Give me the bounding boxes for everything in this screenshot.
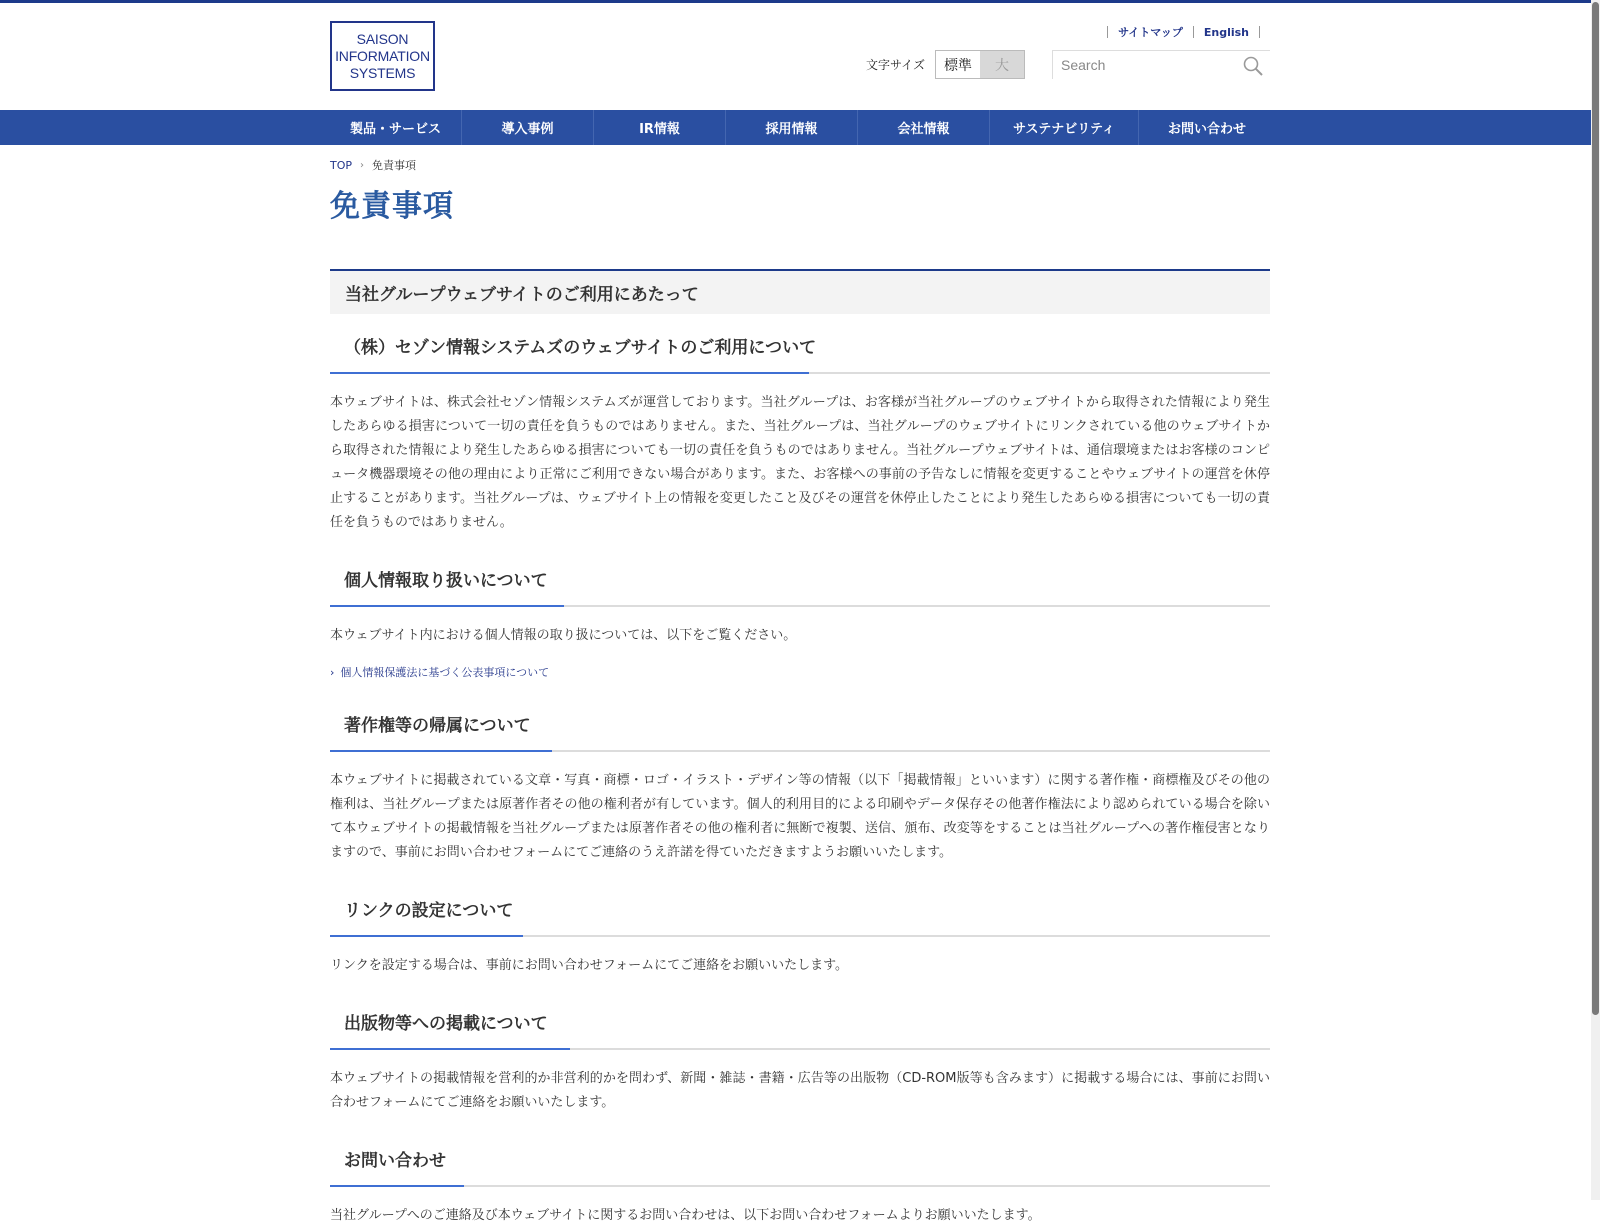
font-size-label: 文字サイズ (866, 58, 926, 72)
section-body-copyright: 本ウェブサイトに掲載されている文章・写真・商標・ロゴ・イラスト・デザイン等の情報（以下「掲載情報」といいます）に関する著作権・商標権及びその他の権利は、当社グループまたは原著作者その他の権利者が有しています。個人的利用目的による印刷やデータ保存その他著作権法により認められている場合を除いて本ウェブサイトの掲載情報を当社グループまたは原著作者その他の権利者に無断で複製、送信、頒布、改変等をすることは当社グループへの著作権侵害となりますので、事前にお問い合わせフォームにてご連絡のうえ許諾を得ていただきますようお願いいたします。 (330, 773, 1270, 860)
heading-underline (330, 1185, 464, 1187)
section-heading-website-use (330, 314, 1270, 374)
section-body-website-use: 本ウェブサイトは、株式会社セゾン情報システムズが運営しております。当社グループは、お客様が当社グループのウェブサイトから取得された情報により発生したあらゆる損害について一切の責任を負うものではありません。また、当社グループは、当社グループのウェブサイトにリンクされている他のウェブサイトから取得された情報により発生したあらゆる損害についても一切の責任を負うものではありません。当社グループウェブサイトは、通信環境またはお客様のコンピュータ機器環境その他の理由により正常にご利用できない場合があります。また、お客様への事前の予告なしに情報を変更することやウェブサイトの運営を休停止することがあります。当社グループは、ウェブサイト上の情報を変更したこと及びその運営を休停止したことにより発生したあらゆる損害についても一切の責任を負うものではありません。 (330, 395, 1270, 530)
nav-item-contact[interactable]: お問い合わせ (1167, 122, 1246, 137)
nav-item-products[interactable]: 製品・サービス (330, 110, 462, 145)
page-title: 免責事項 (330, 189, 454, 224)
privacy-disclosure-link[interactable]: 個人情報保護法に基づく公表事項について (340, 666, 550, 679)
nav-item-recruit[interactable]: 採用情報 (726, 110, 858, 145)
top-accent-line (0, 0, 1600, 3)
logo-line-3: SYSTEMS (349, 64, 416, 81)
font-size-standard-button[interactable]: 標準 (936, 51, 980, 78)
section-body-links: リンクを設定する場合は、事前にお問い合わせフォームにてご連絡をお願いいたします。 (330, 958, 849, 973)
section-heading-contact (330, 1129, 1270, 1187)
section-body-publications: 本ウェブサイトの掲載情報を営利的か非営利的かを問わず、新聞・雑誌・書籍・広告等の出版物（CD-ROM版等も含みます）に掲載する場合には、事前にお問い合わせフォームにてご連絡をお願いいたします。 (330, 1071, 1270, 1110)
section-heading-links (330, 879, 1270, 937)
company-logo[interactable] (330, 21, 435, 91)
divider (1193, 26, 1194, 38)
section-heading-privacy (330, 549, 1270, 607)
section-heading-copyright (330, 694, 1270, 752)
scrollbar-thumb[interactable] (1592, 2, 1599, 1015)
utility-links (1097, 24, 1270, 40)
breadcrumb-current: 免責事項 (372, 159, 417, 172)
heading-underline (330, 605, 564, 607)
font-size-large-button[interactable]: 大 (980, 51, 1024, 78)
english-link[interactable]: English (1203, 25, 1249, 39)
section-heading-text: 個人情報取り扱いについて (344, 571, 548, 591)
nav-item-sustainability[interactable]: サステナビリティ (990, 110, 1139, 145)
sitemap-link[interactable]: サイトマップ (1118, 26, 1183, 39)
heading-underline (330, 750, 552, 752)
heading-underline (330, 1048, 570, 1050)
section-heading-text: （株）セゾン情報システムズのウェブサイトのご利用について (344, 338, 817, 358)
heading-underline (330, 935, 523, 937)
breadcrumb-top-link[interactable]: TOP (330, 158, 353, 172)
font-size-options (935, 50, 1025, 79)
scrollbar[interactable] (1591, 0, 1600, 1200)
section-heading-text: リンクの設定について (344, 901, 514, 921)
section-body-contact: 当社グループへのご連絡及び本ウェブサイトに関するお問い合わせは、以下お問い合わせフォームよりお願いいたします。 (330, 1208, 1041, 1223)
chevron-right-icon: › (330, 665, 335, 679)
chevron-right-icon: › (360, 159, 365, 171)
divider (1259, 26, 1260, 38)
nav-item-ir[interactable]: IR情報 (594, 110, 726, 145)
section-heading-text: お問い合わせ (344, 1151, 446, 1171)
privacy-disclosure-link-item (330, 664, 1270, 680)
box-heading: 当社グループウェブサイトのご利用にあたって (330, 269, 1270, 314)
divider (1107, 26, 1108, 38)
breadcrumb (330, 157, 1270, 173)
section-heading-text: 著作権等の帰属について (344, 716, 531, 736)
logo-line-1: SAISON (356, 30, 409, 47)
nav-item-case-studies[interactable]: 導入事例 (462, 110, 594, 145)
search-input[interactable] (1053, 52, 1231, 78)
section-heading-publications (330, 992, 1270, 1050)
heading-underline (330, 372, 809, 374)
main-content (330, 145, 1270, 1228)
search-box (1052, 50, 1270, 79)
section-heading-text: 出版物等への掲載について (344, 1014, 548, 1034)
font-size-switcher (866, 50, 1025, 79)
logo-line-2: INFORMATION (335, 47, 430, 64)
nav-item-company[interactable]: 会社情報 (858, 110, 990, 145)
search-icon[interactable] (1242, 55, 1264, 77)
section-body-privacy: 本ウェブサイト内における個人情報の取り扱については、以下をご覧ください。 (330, 628, 797, 643)
global-nav (0, 110, 1600, 145)
